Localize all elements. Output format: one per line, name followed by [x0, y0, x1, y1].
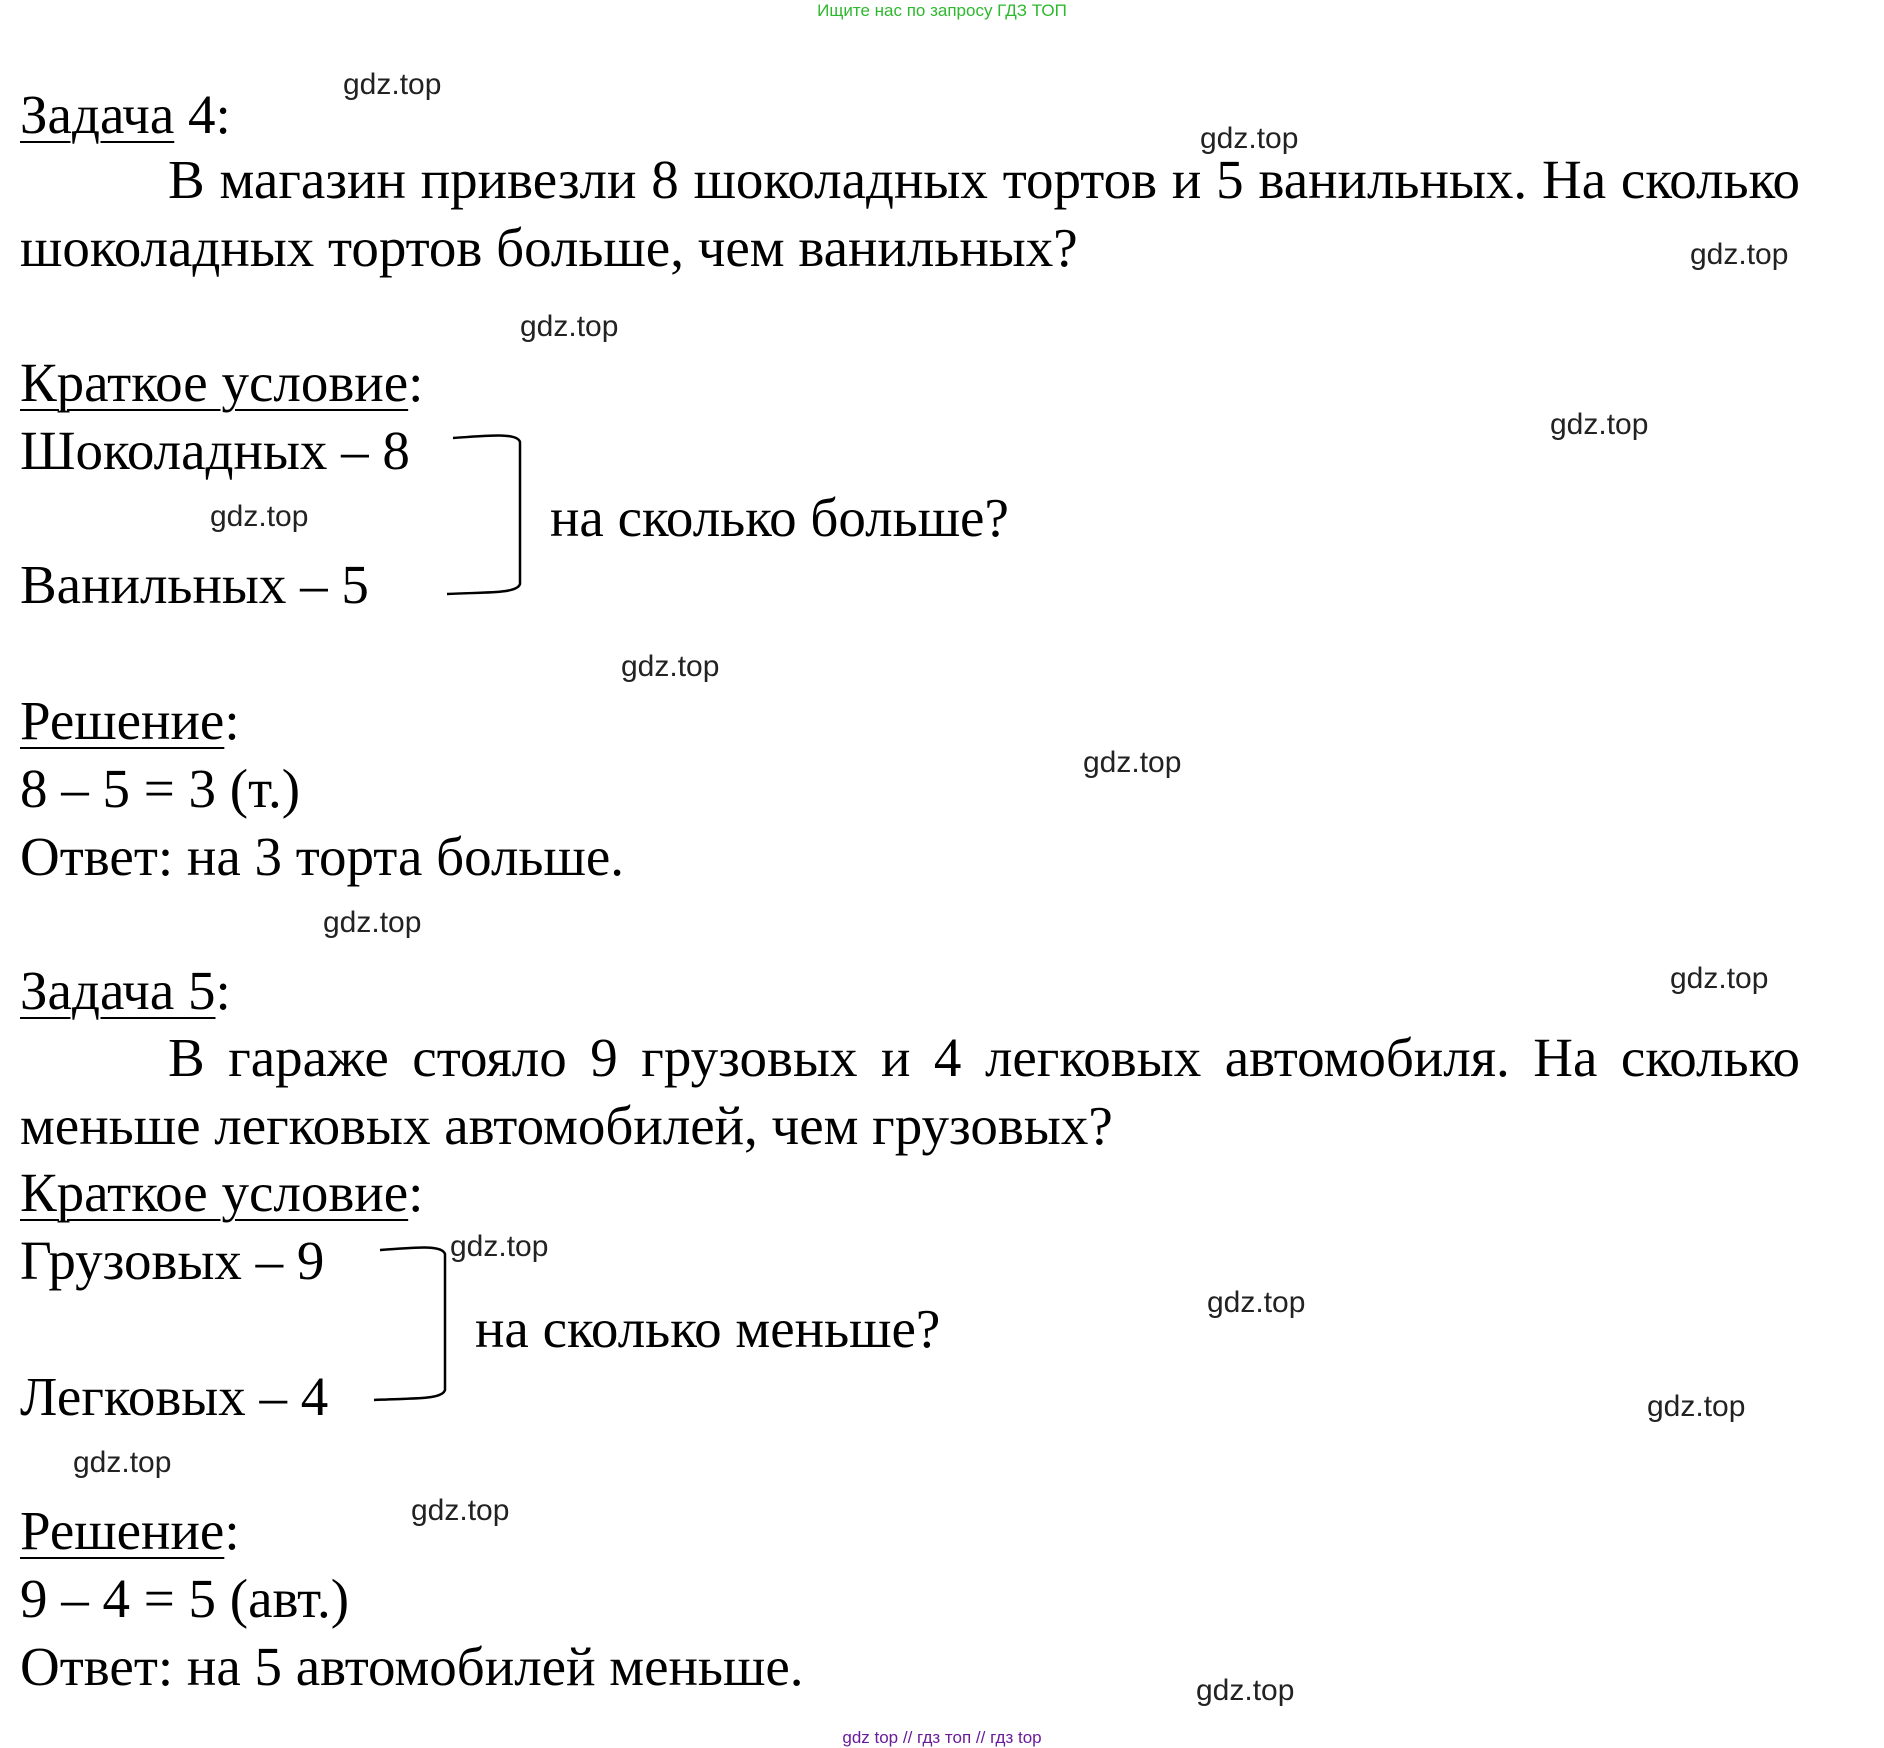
task4-short-heading-text: Краткое условие: [20, 352, 409, 413]
task5-short-heading: [20, 1160, 423, 1226]
watermark: gdz.top: [520, 310, 619, 343]
watermark: gdz.top: [210, 500, 309, 533]
watermark: gdz.top: [621, 650, 720, 683]
task4-short-heading-colon: :: [408, 352, 424, 413]
top-banner[interactable]: [0, 0, 1884, 22]
task5-item-trucks: Грузовых – 9: [20, 1230, 325, 1291]
footer-link-gdz-top-ru[interactable]: гдз топ: [917, 1728, 972, 1747]
task4-heading-colon: :: [215, 84, 231, 145]
watermark: gdz.top: [1670, 962, 1769, 995]
task4-item-chocolate: Шоколадных – 8: [20, 420, 410, 481]
watermark: gdz.top: [1196, 1674, 1295, 1707]
footer-separator: //: [975, 1728, 986, 1747]
task5-bracket: [372, 1240, 452, 1410]
task4-problem: В магазин привезли 8 шоколадных тортов и 5 ванильных. На сколько шоколадных тортов больше, чем ванильных?: [20, 149, 1800, 278]
task4-heading-word: Задача: [20, 84, 175, 145]
task5-equation: 9 – 4 = 5 (авт.): [20, 1568, 350, 1629]
task4-heading: [20, 82, 231, 148]
task4-solution-heading: [20, 688, 240, 754]
task5-short-heading-colon: :: [408, 1162, 424, 1223]
task5-short-heading-text: Краткое условие: [20, 1162, 409, 1223]
task5-solution-heading: [20, 1498, 240, 1564]
task5-item-cars: Легковых – 4: [20, 1366, 329, 1427]
task4-short-heading: [20, 350, 423, 416]
task4-solution-heading-colon: :: [224, 690, 240, 751]
task5-solution-heading-text: Решение: [20, 1500, 225, 1561]
task5-heading: [20, 958, 231, 1024]
watermark: gdz.top: [1207, 1286, 1306, 1319]
watermark: gdz.top: [1690, 238, 1789, 271]
footer-link-gdz-top[interactable]: gdz top: [842, 1728, 899, 1747]
watermark: gdz.top: [1550, 408, 1649, 441]
watermark: gdz.top: [73, 1446, 172, 1479]
footer-separator: //: [902, 1728, 913, 1747]
task4-question: на сколько больше?: [550, 487, 1009, 548]
task5-answer: Ответ: на 5 автомобилей меньше.: [20, 1636, 804, 1697]
watermark: gdz.top: [323, 906, 422, 939]
task5-heading-text: Задача 5: [20, 960, 216, 1021]
task4-solution-heading-text: Решение: [20, 690, 225, 751]
watermark: gdz.top: [343, 68, 442, 101]
task4-bracket: [445, 428, 525, 608]
task5-problem: В гараже стояло 9 грузовых и 4 легковых автомобиля. На сколько меньше легковых автомобилей, чем грузовых?: [20, 1027, 1800, 1156]
task5-heading-colon: :: [215, 960, 231, 1021]
watermark: gdz.top: [1083, 746, 1182, 779]
watermark: gdz.top: [411, 1494, 510, 1527]
footer: [0, 1728, 1884, 1748]
watermark: gdz.top: [1647, 1390, 1746, 1423]
task5-question: на сколько меньше?: [475, 1298, 941, 1359]
footer-link-gdz-top-mixed[interactable]: гдз top: [990, 1728, 1042, 1747]
task5-solution-heading-colon: :: [224, 1500, 240, 1561]
task4-answer: Ответ: на 3 торта больше.: [20, 826, 624, 887]
banner-text[interactable]: Ищите нас по запросу ГДЗ ТОП: [817, 1, 1067, 20]
watermark: gdz.top: [450, 1230, 549, 1263]
watermark: gdz.top: [1200, 122, 1299, 155]
task4-item-vanilla: Ванильных – 5: [20, 554, 369, 615]
task4-heading-number: 4: [187, 84, 216, 145]
task4-equation: 8 – 5 = 3 (т.): [20, 758, 301, 819]
